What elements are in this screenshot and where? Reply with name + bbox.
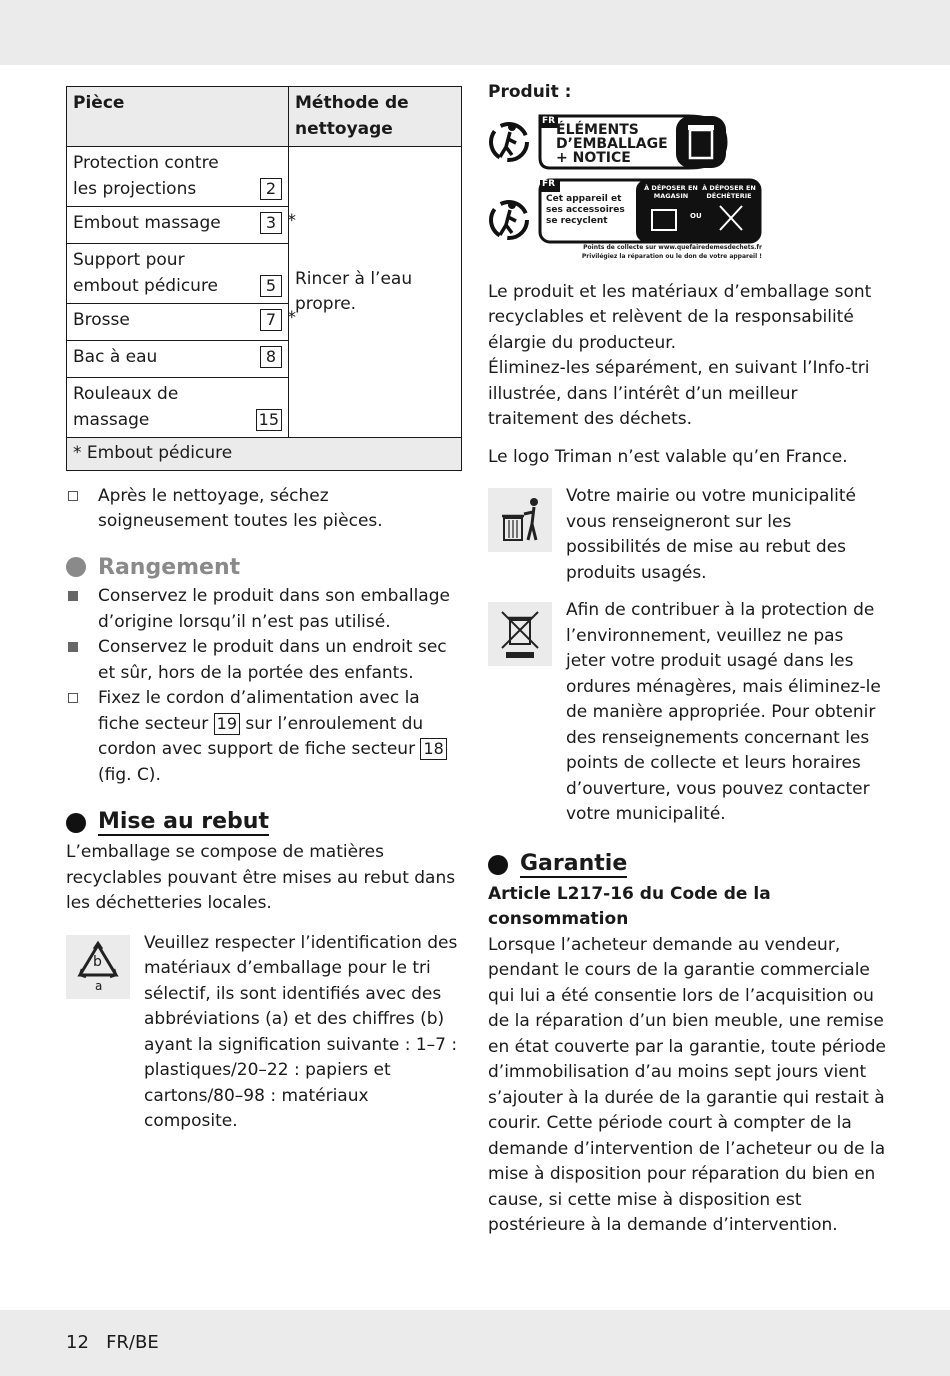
part-ref: 3: [260, 212, 282, 234]
left-column: [66, 86, 462, 1135]
weee-row: [488, 598, 888, 828]
list-item: [66, 584, 462, 635]
section-title: Rangement: [98, 554, 241, 580]
product-para1: Le produit et les matériaux d’emballage sont recyclables et relèvent de la responsabilité élargie du producteur.: [488, 281, 872, 353]
list-item: [66, 686, 462, 788]
table-row: [67, 341, 289, 378]
row-label: Support pour embout pédicure: [73, 250, 219, 296]
square-bullet-icon: [68, 642, 78, 652]
bullet-dot-icon: [66, 813, 86, 833]
triman-label-1: [538, 114, 728, 170]
list-item-text: Conservez le produit dans son emballage d’origine lorsqu’il n’est pas utilisé.: [98, 586, 450, 632]
triman-label-2: [538, 178, 762, 262]
storage-list: [66, 584, 462, 788]
product-para3: Le logo Triman n’est valable qu’en France.: [488, 446, 848, 467]
part-ref: 15: [256, 409, 282, 431]
footer-band: [0, 1310, 950, 1376]
crossed-bin-icon: [488, 602, 552, 666]
triman-text: ÉLÉMENTS D’EMBALLAGE + NOTICE: [556, 121, 668, 166]
part-ref: 19: [214, 713, 240, 735]
triman-packaging: [488, 114, 888, 170]
triman-icon: [488, 195, 530, 245]
part-ref: 8: [260, 346, 282, 368]
product-title: Produit :: [488, 82, 572, 102]
part-ref: 18: [420, 738, 446, 760]
after-table-list: [66, 484, 462, 535]
product-para2: Éliminez-les séparément, en suivant l’Info-tri illustrée, dans l’intérêt d’un meilleur traitement des déchets.: [488, 358, 870, 429]
list-item-text: sur l’enroulement du cordon avec support de fiche secteur: [98, 713, 424, 759]
table-row: [67, 147, 289, 207]
triman-icon: [488, 117, 530, 167]
table-row: [67, 304, 296, 341]
section-title: Mise au rebut: [98, 809, 269, 834]
list-item-text: Fixez le cordon d’alimentation avec la fiche secteur: [98, 688, 420, 734]
weee-text: Afin de contribuer à la protection de l’environnement, veuillez ne pas jeter votre produit usagé dans les ordures ménagères, mais éliminez-le de manière appropriée. Pour obtenir des renseignements concernant les points de collecte et leurs horaires d’ouverture, vous pouvez contacter votre municipalité.: [566, 600, 881, 824]
bullet-dot-icon: [488, 855, 508, 875]
bin-text: Votre mairie ou votre municipalité vous renseigneront sur les possibilités de mise au rebut des produits usagés.: [566, 486, 856, 583]
header-piece: Pièce: [67, 87, 289, 147]
square-bullet-icon: [68, 591, 78, 601]
table-row: [67, 207, 296, 244]
section-heading-garantie: [488, 852, 888, 878]
right-column: [488, 80, 888, 1239]
table-row: [67, 378, 289, 438]
disposal-intro: L’emballage se compose de matières recyclables pouvant être mises au rebut dans les déchetteries locales.: [66, 842, 456, 913]
triman-left-text: Cet appareil et ses accessoires se recyclent: [546, 193, 625, 226]
recycle-symbol-icon: [66, 935, 130, 999]
checkbox-icon: [68, 693, 78, 703]
row-label: Bac à eau: [73, 347, 158, 367]
list-item: [66, 635, 462, 686]
recycle-code-b: b: [93, 953, 102, 970]
list-item-text: Après le nettoyage, séchez soigneusement toutes les pièces.: [98, 485, 383, 531]
list-item: [66, 484, 462, 535]
warranty-subtitle: Article L217-16 du Code de la consommation: [488, 883, 771, 929]
page-number: 12 FR/BE: [66, 1332, 159, 1353]
row-label: Embout massage: [73, 213, 221, 233]
method-text: Rincer à l’eau propre.: [295, 268, 413, 314]
recycle-row: [66, 931, 462, 1135]
triman-foot1: Points de collecte sur www.quefairedemesdechets.fr: [583, 243, 762, 251]
part-ref: 2: [260, 178, 282, 200]
section-title: Garantie: [520, 850, 628, 876]
method-cell: [289, 147, 462, 438]
row-star: *: [287, 211, 296, 231]
checkbox-icon: [68, 491, 78, 501]
section-heading-rangement: [66, 555, 462, 581]
triman-or: OU: [690, 211, 702, 220]
table-footnote: * Embout pédicure: [67, 438, 462, 471]
part-ref: 7: [260, 309, 282, 331]
top-band: [0, 0, 950, 65]
table-row: [67, 244, 289, 304]
bullet-dot-icon: [66, 557, 86, 577]
triman-foot2: Privilégiez la réparation ou le don de votre appareil !: [581, 252, 762, 260]
row-label: Protection contre les projections: [73, 153, 219, 199]
row-label: Brosse: [73, 310, 130, 330]
recycle-text: Veuillez respecter l’identification des matériaux d’emballage pour le tri sélectif, ils sont identifiés avec des abbréviations (a) et des chiffres (b) ayant la signification suivante : 1–7 : plastiques/20–22 : papiers et cartons/80–98 : matériaux composite.: [144, 932, 458, 1131]
row-star: *: [287, 308, 296, 328]
triman-fr: FR: [542, 178, 556, 189]
trash-bin-icon: [488, 488, 552, 552]
bin-row: [488, 484, 888, 586]
triman-store: À DÉPOSER EN MAGASIN: [644, 183, 698, 200]
header-method: Méthode de nettoyage: [289, 87, 462, 147]
row-label: Rouleaux de massage: [73, 384, 179, 430]
triman-fr: FR: [542, 115, 556, 126]
part-ref: 5: [260, 275, 282, 297]
recycle-code-a: a: [95, 978, 103, 993]
triman-dump: À DÉPOSER EN DÉCHÈTERIE: [702, 183, 756, 200]
list-item-text: (fig. C).: [98, 764, 161, 785]
triman-appliance: [488, 178, 888, 262]
warranty-text: Lorsque l’acheteur demande au vendeur, pendant le cours de la garantie commerciale qui lui a été consentie lors de l’acquisition ou de la réparation d’un bien meuble, une remise en état couverte par la garantie, toute période d’immobilisation d’au moins sept jours vient s’ajouter à la durée de la garantie qui restait à courir. Cette période court à compter de la demande d’intervention de l’acheteur ou de la mise à disposition pour réparation du bien en cause, si cette mise à disposition est postérieure à la demande d’intervention.: [488, 934, 886, 1235]
list-item-text: Conservez le produit dans un endroit sec et sûr, hors de la portée des enfants.: [98, 637, 447, 683]
cleaning-table: [66, 86, 462, 471]
section-heading-rebut: [66, 810, 462, 836]
